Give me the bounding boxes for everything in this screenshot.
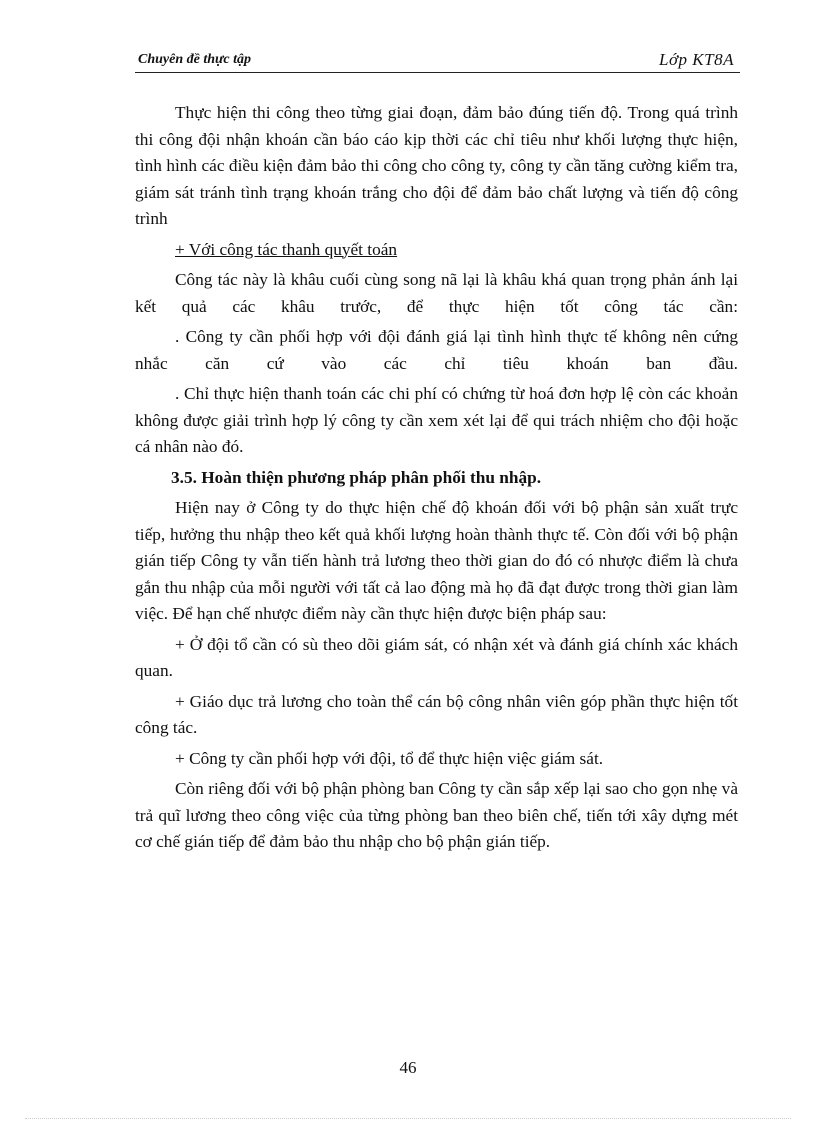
page-number: 46 bbox=[399, 1058, 417, 1077]
paragraph: . Chỉ thực hiện thanh toán các chi phí có chứng từ hoá đơn hợp lệ còn các khoản không được giải trình hợp lý công ty cần xem xét lại để qui trách nhiệm cho đội hoặc cá nhân nào đó. bbox=[135, 384, 738, 456]
paragraph: . Công ty cần phối hợp với đội đánh giá lại tình hình thực tế không nên cứng nhắc căn cứ vào các chỉ tiêu khoán ban đầu. bbox=[135, 327, 738, 373]
page-header bbox=[135, 50, 740, 73]
section-heading: 3.5. Hoàn thiện phương pháp phân phối thu nhập. bbox=[171, 467, 542, 487]
paragraph: + Ở đội tổ cần có sù theo dõi giám sát, có nhận xét và đánh giá chính xác khách quan. bbox=[135, 634, 738, 680]
paragraph: Còn riêng đối với bộ phận phòng ban Công ty cần sắp xếp lại sao cho gọn nhẹ và trả quĩ lương theo công việc của từng phòng ban theo biên chế, tiến tới xây dựng mét cơ chế gián tiếp để đảm bảo thu nhập cho bộ phận gián tiếp. bbox=[135, 779, 738, 851]
footer-divider bbox=[25, 1118, 791, 1119]
paragraph: + Công ty cần phối hợp với đội, tổ để thực hiện việc giám sát. bbox=[175, 748, 604, 768]
paragraph: Hiện nay ở Công ty do thực hiện chế độ khoán đối với bộ phận sản xuất trực tiếp, hưởng thu nhập theo kết quả khối lượng hoàn thành thực tế. Còn đối với bộ phận gián tiếp Công ty vẫn tiến hành trả lương theo thời gian do đó có nhược điểm là chưa gắn thu nhập của mỗi người với tất cả lao động mà họ đã đạt được trong thời gian làm việc. Để hạn chế nhược điểm này cần thực hiện được biện pháp sau: bbox=[135, 498, 738, 623]
subheading-settlement bbox=[135, 237, 738, 264]
header-title: Chuyên đề thực tập bbox=[138, 52, 252, 67]
paragraph: Công tác này là khâu cuối cùng song nã lại là khâu khá quan trọng phản ánh lại kết quả các khâu trước, để thực hiện tốt công tác cần: bbox=[135, 270, 738, 316]
paragraph: + Giáo dục trả lương cho toàn thể cán bộ công nhân viên góp phần thực hiện tốt công tác. bbox=[135, 691, 738, 737]
underlined-subheading: + Với công tác thanh quyết toán bbox=[175, 239, 398, 259]
header-class: Lớp KT8A bbox=[659, 50, 734, 69]
body-text bbox=[135, 100, 738, 860]
paragraph: Thực hiện thi công theo từng giai đoạn, đảm bảo đúng tiến độ. Trong quá trình thi công đội nhận khoán cần báo cáo kịp thời các chỉ tiêu như khối lượng thực hiện, tình hình các điều kiện đảm bảo thi công cho công ty, công ty cần tăng cường kiểm tra, giám sát tránh tình trạng khoán trắng cho đội để đảm bảo chất lượng và tiến độ công trình bbox=[135, 103, 738, 228]
